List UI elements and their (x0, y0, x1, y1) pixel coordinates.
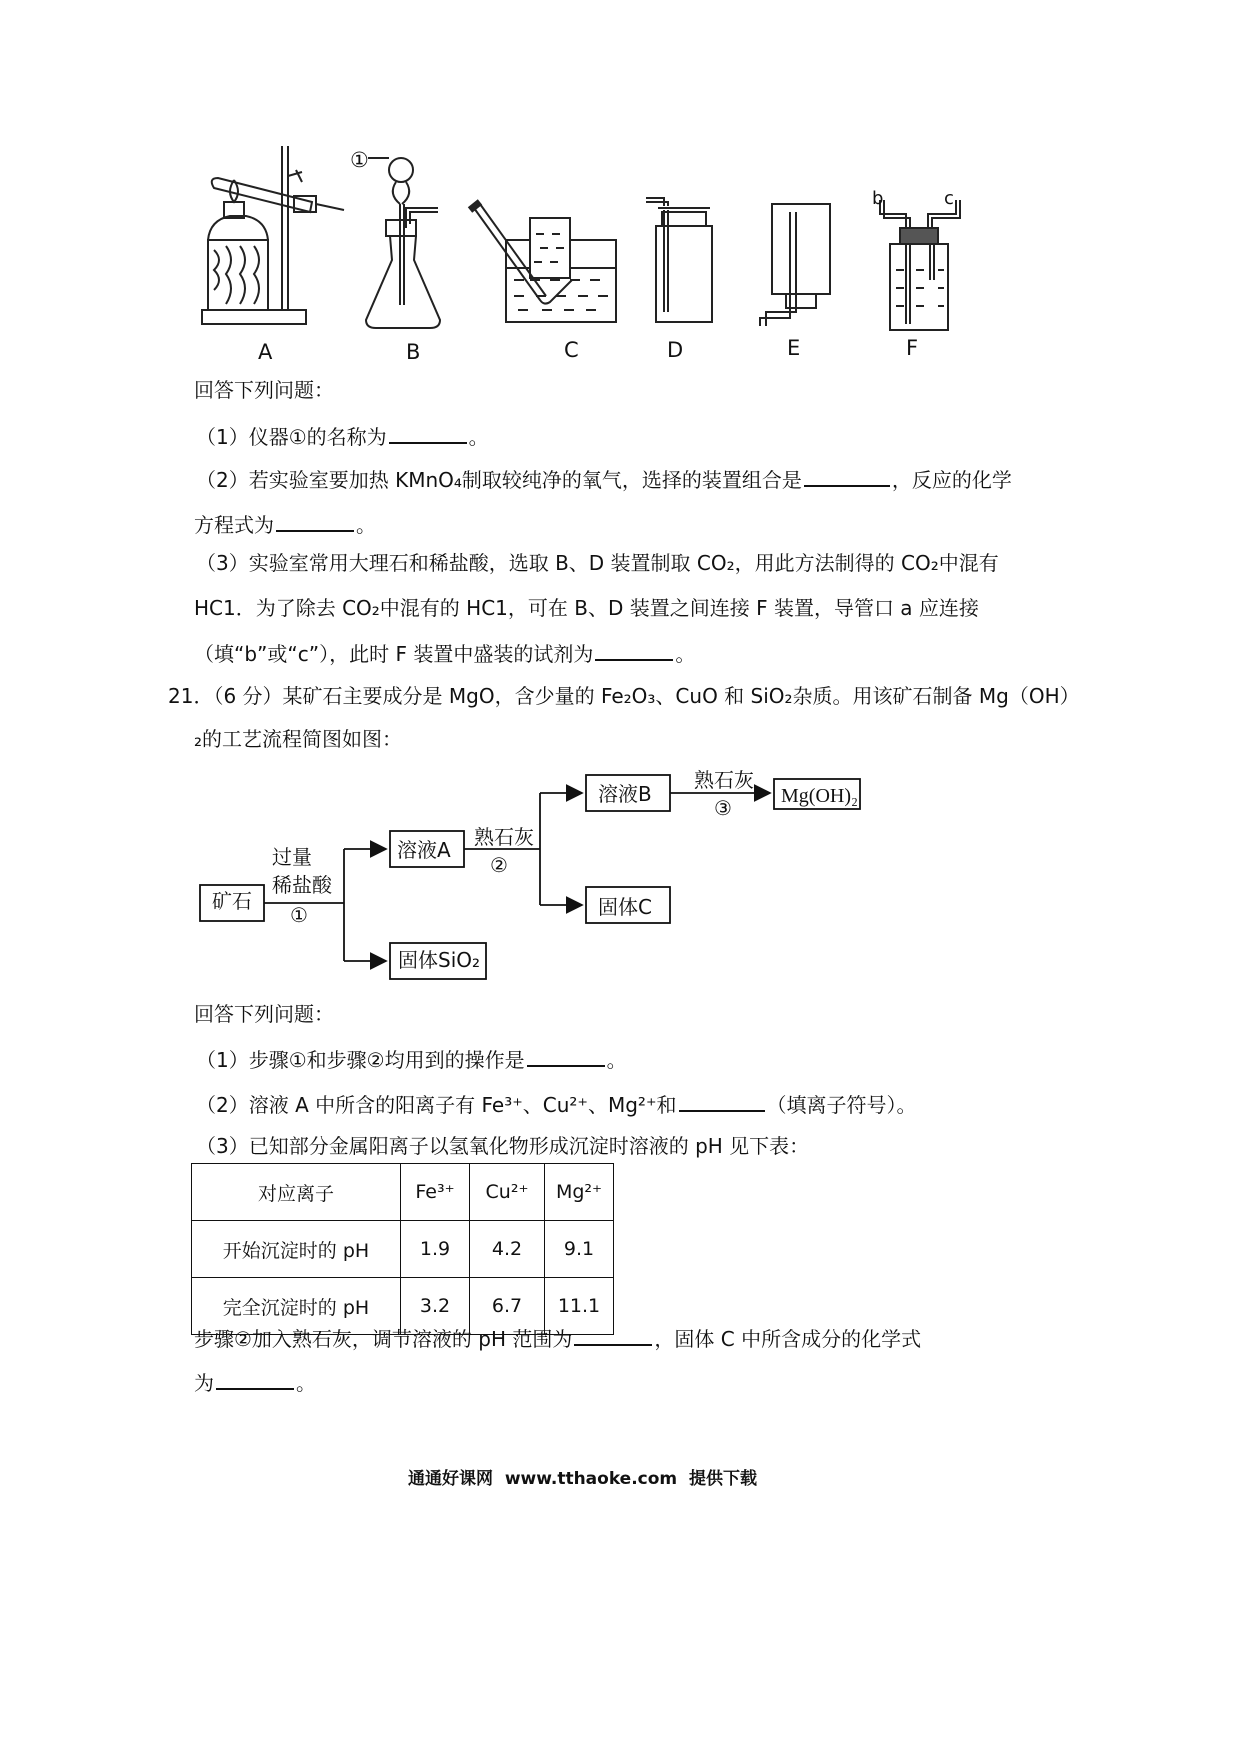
apparatus-f-drawing (880, 200, 960, 330)
q20-part2-line1 (196, 467, 1012, 490)
q20-part1-end: 。 (468, 425, 489, 449)
flow-step1-label: ① (290, 903, 308, 927)
q20-part2-text-3: 方程式为 (194, 513, 274, 537)
apparatus-label-e: E (787, 336, 801, 360)
q21-part4-line2 (194, 1370, 316, 1393)
q20-part2-line2 (194, 512, 376, 535)
q21-part4-line1 (194, 1326, 921, 1349)
q20-part2-blank-1[interactable] (804, 467, 890, 487)
apparatus-c-drawing (470, 202, 616, 322)
flow-step3-label: ③ (714, 796, 732, 820)
q21-stem-line2: ₂的工艺流程简图如图： (194, 727, 403, 751)
table-cell: 6.7 (470, 1278, 545, 1335)
q20-part3-blank[interactable] (595, 641, 673, 661)
flow-solution-b-label: 溶液B (598, 782, 652, 806)
apparatus-b-drawing (366, 158, 440, 328)
page-footer[interactable]: 通通好课网 www.tthaoke.com 提供下载 (408, 1469, 757, 1489)
apparatus-label-a: A (258, 340, 273, 364)
q20-part2-blank-2[interactable] (276, 512, 354, 532)
flow-sio2-label: 固体SiO₂ (398, 948, 481, 972)
table-cell: Fe³⁺ (401, 1164, 470, 1221)
table-cell: 4.2 (470, 1221, 545, 1278)
q21-part4-text-3: 为 (194, 1371, 214, 1395)
q21-part2-text: （2）溶液 A 中所含的阳离子有 Fe³⁺、Cu²⁺、Mg²⁺和 (196, 1093, 677, 1117)
apparatus-figure (200, 140, 1080, 380)
q20-part1 (196, 424, 489, 447)
q21-part2 (196, 1092, 917, 1115)
q20-part1-text: （1）仪器①的名称为 (196, 425, 387, 449)
flow-step2-label: ② (490, 853, 508, 877)
q20-part2-text-2: ，反应的化学 (891, 468, 1012, 492)
q20-part3-line1: （3）实验室常用大理石和稀盐酸，选取 B、D 装置制取 CO₂，用此方法制得的 CO₂中混有 (196, 551, 999, 575)
q20-part3-line2: HC1．为了除去 CO₂中混有的 HC1，可在 B、D 装置之间连接 F 装置，导管口 a 应连接 (194, 596, 979, 620)
apparatus-d-drawing (646, 198, 712, 322)
q21-part1-blank[interactable] (527, 1047, 605, 1067)
apparatus-label-b: B (406, 340, 421, 364)
q21-part4-blank-2[interactable] (216, 1370, 294, 1390)
apparatus-f-port-c: c (944, 188, 954, 209)
q21-part1-end: 。 (606, 1048, 627, 1072)
table-cell: 完全沉淀时的 pH (192, 1278, 401, 1335)
table-cell: 9.1 (545, 1221, 614, 1278)
q21-intro: 回答下列问题： (194, 1002, 334, 1026)
apparatus-e-drawing (760, 204, 830, 326)
q21-part4-text-2: ，固体 C 中所含成分的化学式 (654, 1327, 922, 1351)
table-cell: Mg²⁺ (545, 1164, 614, 1221)
q21-part2-blank[interactable] (679, 1092, 765, 1112)
q21-part2-end: （填离子符号）。 (766, 1093, 917, 1117)
apparatus-label-f: F (906, 336, 919, 360)
q20-part2-text: （2）若实验室要加热 KMnO₄制取较纯净的氧气，选择的装置组合是 (196, 468, 802, 492)
table-cell: 11.1 (545, 1278, 614, 1335)
flow-reagent2-label: 熟石灰 (474, 825, 534, 849)
apparatus-a-drawing (202, 146, 344, 324)
q20-part3-end: 。 (675, 642, 696, 666)
apparatus-label-d: D (667, 338, 684, 362)
flow-solid-c-label: 固体C (598, 895, 652, 919)
apparatus-marker-1: ① (350, 148, 369, 172)
ph-table (191, 1163, 614, 1335)
table-cell: 开始沉淀时的 pH (192, 1221, 401, 1278)
q21-part4-text: 步骤②加入熟石灰，调节溶液的 pH 范围为 (194, 1327, 573, 1351)
q20-part2-end: 。 (356, 513, 376, 537)
flow-solution-a-label: 溶液A (397, 838, 451, 862)
table-cell: Cu²⁺ (470, 1164, 545, 1221)
q21-part3: （3）已知部分金属阳离子以氢氧化物形成沉淀时溶液的 pH 见下表： (196, 1134, 810, 1158)
q20-intro: 回答下列问题： (194, 378, 334, 402)
q20-part1-blank[interactable] (389, 424, 467, 444)
flow-ore-label: 矿石 (212, 889, 252, 913)
table-cell: 1.9 (401, 1221, 470, 1278)
q21-part1-text: （1）步骤①和步骤②均用到的操作是 (196, 1048, 525, 1072)
apparatus-f-port-b: b (872, 188, 884, 209)
table-header-row (192, 1164, 614, 1221)
q21-part4-end: 。 (296, 1371, 316, 1395)
q20-part3-line3 (194, 641, 695, 664)
apparatus-label-c: C (564, 338, 579, 362)
flow-product-label: Mg(OH)₂ (781, 785, 858, 807)
flow-reagent1-top: 过量 (272, 845, 312, 869)
table-cell: 对应离子 (192, 1164, 401, 1221)
table-cell: 3.2 (401, 1278, 470, 1335)
table-row (192, 1221, 614, 1278)
q21-part4-blank-1[interactable] (574, 1326, 652, 1346)
flow-reagent3-label: 熟石灰 (694, 768, 754, 792)
q20-part3-text: （填“b”或“c”），此时 F 装置中盛装的试剂为 (194, 642, 594, 666)
q21-part1 (196, 1047, 627, 1070)
q21-stem-line1: 21．（6 分）某矿石主要成分是 MgO，含少量的 Fe₂O₃、CuO 和 SiO₂杂质。用该矿石制备 Mg（OH） (168, 684, 1080, 708)
flow-reagent1-bottom: 稀盐酸 (272, 873, 332, 897)
